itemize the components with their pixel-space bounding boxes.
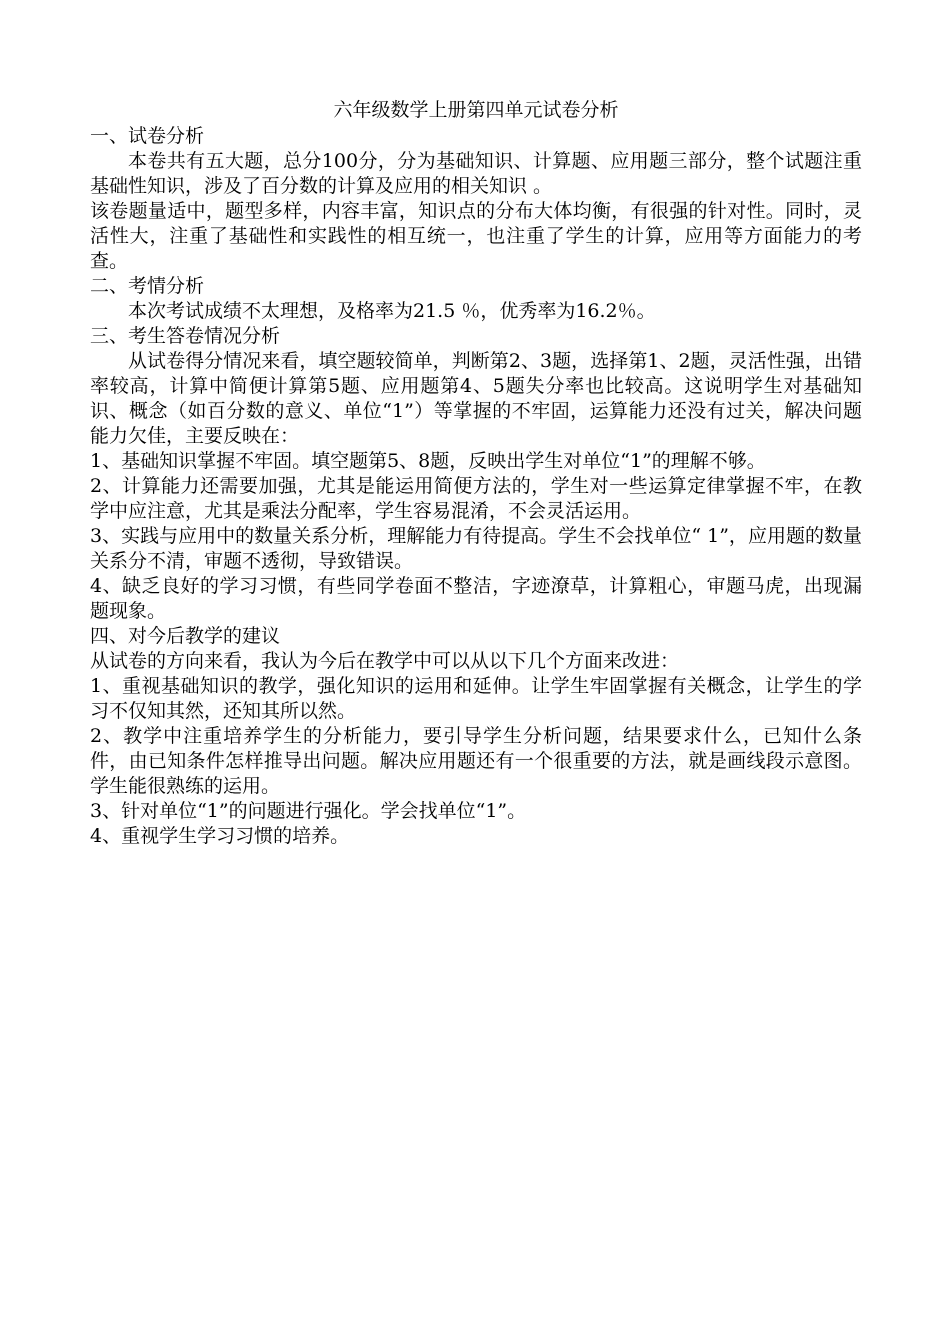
list-item: 4、重视学生学习习惯的培养。 [90, 825, 350, 847]
list-item: 3、实践与应用中的数量关系分析，理解能力有待提高。学生不会找单位“ 1”，应用题的数量关系分不清，审题不透彻，导致错误。 [90, 525, 862, 572]
paragraph: 从试卷得分情况来看，填空题较简单，判断第2、3题，选择第1、2题，灵活性强，出错率较高，计算中简便计算第5题、应用题第4、5题失分率也比较高。这说明学生对基础知识、概念（如百分数的意义、单位“1”）等掌握的不牢固，运算能力还没有过关，解决问题能力欠佳，主要反映在： [90, 350, 862, 447]
paragraph: 本卷共有五大题，总分100分，分为基础知识、计算题、应用题三部分，整个试题注重基础性知识，涉及了百分数的计算及应用的相关知识 。 [90, 150, 862, 197]
list-item: 1、基础知识掌握不牢固。填空题第5、8题，反映出学生对单位“1”的理解不够。 [90, 450, 766, 472]
list-item: 3、针对单位“1”的问题进行强化。学会找单位“1”。 [90, 800, 527, 822]
paragraph: 本次考试成绩不太理想，及格率为21.5 ％，优秀率为16.2％。 [128, 300, 656, 322]
paragraph: 从试卷的方向来看，我认为今后在教学中可以从以下几个方面来改进： [90, 650, 680, 672]
section-heading-teaching-suggestions: 四、对今后教学的建议 [90, 625, 281, 647]
paragraph: 该卷题量适中，题型多样，内容丰富，知识点的分布大体均衡，有很强的针对性。同时，灵活性大，注重了基础性和实践性的相互统一，也注重了学生的计算，应用等方面能力的考查。 [90, 200, 862, 272]
section-heading-answer-analysis: 三、考生答卷情况分析 [90, 325, 281, 347]
section-heading-paper-analysis: 一、试卷分析 [90, 125, 205, 147]
list-item: 2、计算能力还需要加强，尤其是能运用简便方法的，学生对一些运算定律掌握不牢，在教学中应注意，尤其是乘法分配率，学生容易混淆，不会灵活运用。 [90, 475, 862, 522]
list-item: 2、教学中注重培养学生的分析能力，要引导学生分析问题，结果要求什么，已知什么条件，由已知条件怎样推导出问题。解决应用题还有一个很重要的方法，就是画线段示意图。学生能很熟练的运用。 [90, 725, 862, 797]
list-item: 1、重视基础知识的教学，强化知识的运用和延伸。让学生牢固掌握有关概念，让学生的学习不仅知其然，还知其所以然。 [90, 675, 862, 722]
document-page [90, 98, 862, 849]
section-heading-exam-situation: 二、考情分析 [90, 275, 205, 297]
document-title: 六年级数学上册第四单元试卷分析 [333, 99, 619, 121]
list-item: 4、缺乏良好的学习习惯，有些同学卷面不整洁，字迹潦草，计算粗心，审题马虎，出现漏题现象。 [90, 575, 862, 622]
